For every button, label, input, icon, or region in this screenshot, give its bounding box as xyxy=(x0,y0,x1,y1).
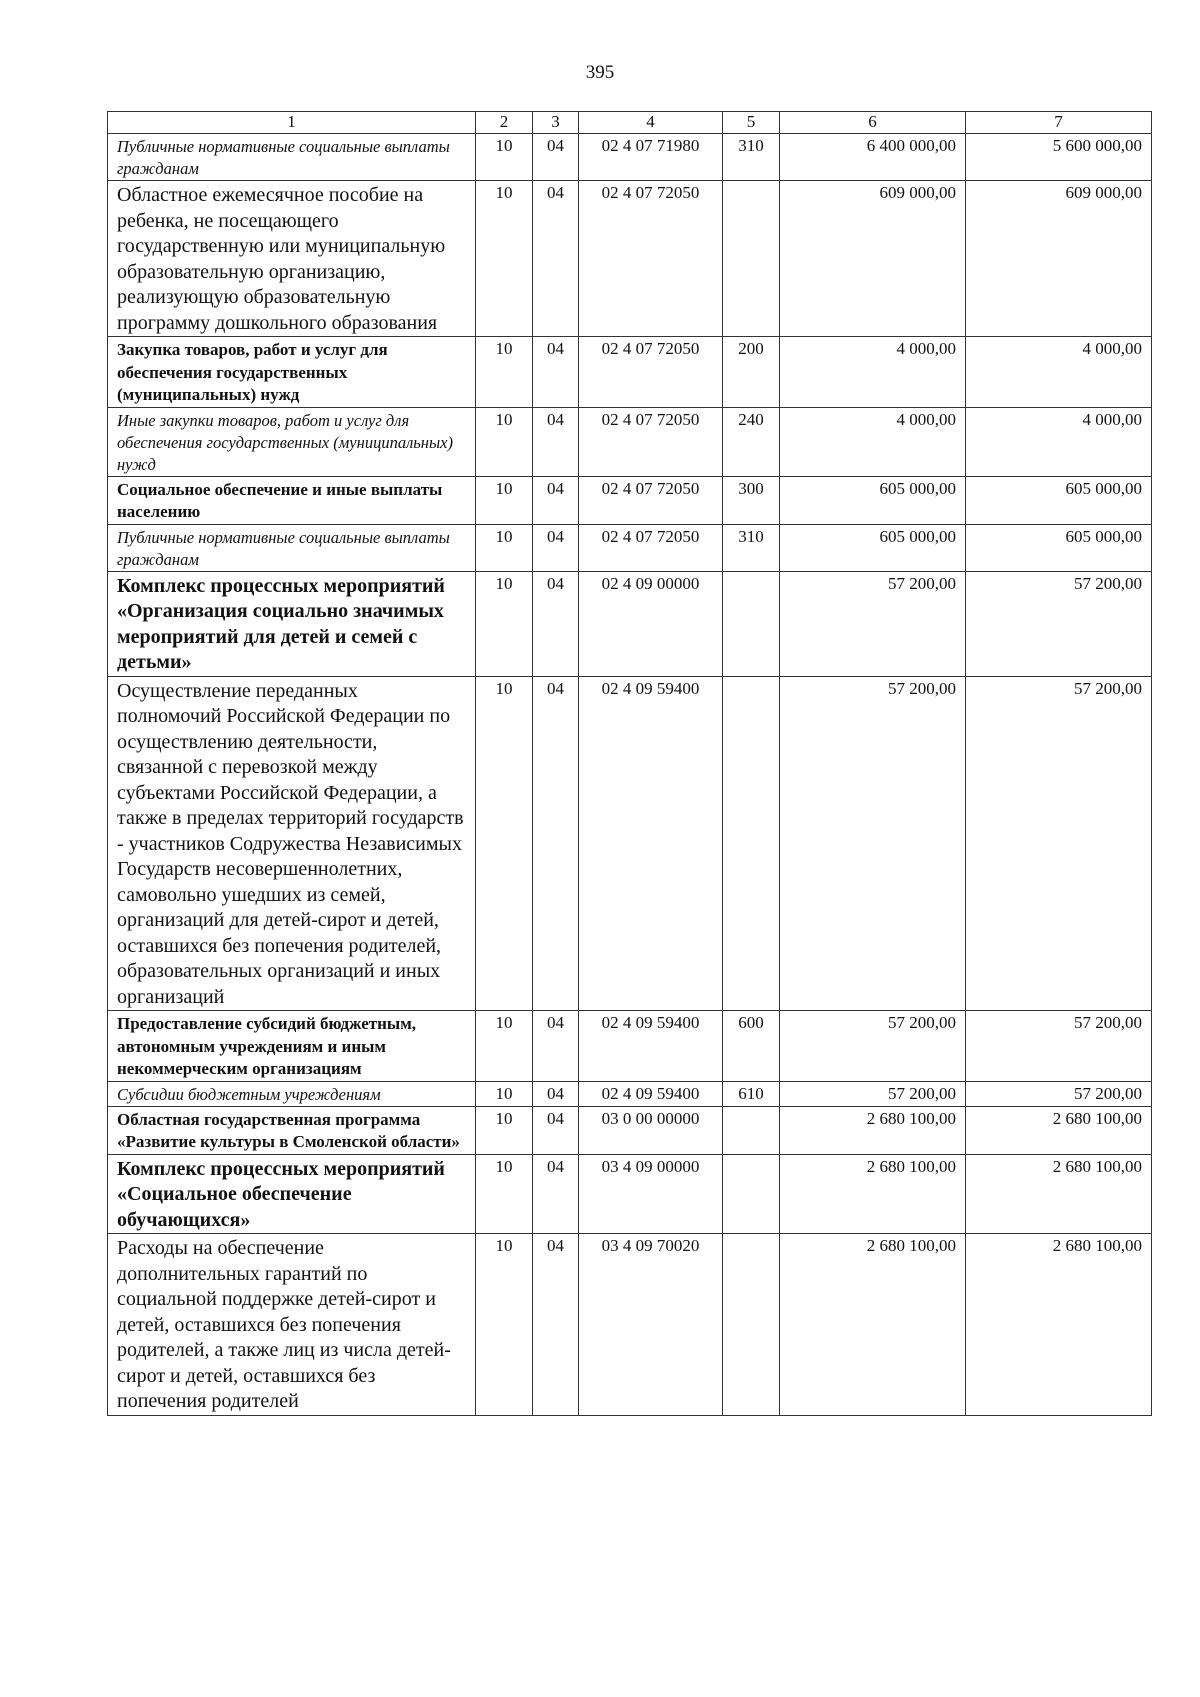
item-name-cell: Социальное обеспечение и иные выплаты населению xyxy=(108,476,476,524)
section-cell: 10 xyxy=(476,337,533,408)
expense-kind-cell: 240 xyxy=(723,407,780,476)
expense-kind-cell: 600 xyxy=(723,1011,780,1082)
column-number-row xyxy=(108,112,1152,134)
column-header: 5 xyxy=(723,112,780,134)
amount-year1-cell: 2 680 100,00 xyxy=(780,1154,966,1234)
table-row xyxy=(108,134,1152,181)
section-cell: 10 xyxy=(476,476,533,524)
target-code-cell: 02 4 07 72050 xyxy=(579,476,723,524)
target-code-cell: 03 0 00 00000 xyxy=(579,1106,723,1154)
target-code-cell: 02 4 09 00000 xyxy=(579,571,723,676)
target-code-cell: 02 4 07 72050 xyxy=(579,337,723,408)
amount-year2-cell: 5 600 000,00 xyxy=(966,134,1152,181)
table-row xyxy=(108,407,1152,476)
amount-year1-cell: 57 200,00 xyxy=(780,571,966,676)
target-code-cell: 02 4 09 59400 xyxy=(579,1011,723,1082)
item-name-cell: Областное ежемесячное пособие на ребенка, не посещающего государственную или муниципальную образовательную организацию, реализующую образовательную программу дошкольного образования xyxy=(108,181,476,337)
section-cell: 10 xyxy=(476,1081,533,1106)
target-code-cell: 02 4 07 72050 xyxy=(579,407,723,476)
table-row xyxy=(108,676,1152,1011)
column-header: 4 xyxy=(579,112,723,134)
subsection-cell: 04 xyxy=(533,134,579,181)
expense-kind-cell: 300 xyxy=(723,476,780,524)
subsection-cell: 04 xyxy=(533,337,579,408)
amount-year1-cell: 57 200,00 xyxy=(780,1081,966,1106)
amount-year2-cell: 57 200,00 xyxy=(966,1081,1152,1106)
item-name-cell: Иные закупки товаров, работ и услуг для обеспечения государственных (муниципальных) нужд xyxy=(108,407,476,476)
expense-kind-cell xyxy=(723,1106,780,1154)
subsection-cell: 04 xyxy=(533,1154,579,1234)
target-code-cell: 03 4 09 00000 xyxy=(579,1154,723,1234)
amount-year1-cell: 605 000,00 xyxy=(780,476,966,524)
budget-table xyxy=(107,111,1152,1416)
table-row xyxy=(108,337,1152,408)
item-name-cell: Публичные нормативные социальные выплаты гражданам xyxy=(108,134,476,181)
table-body xyxy=(108,134,1152,1416)
expense-kind-cell xyxy=(723,181,780,337)
item-name-cell: Комплекс процессных мероприятий «Организация социально значимых мероприятий для детей и семей с детьми» xyxy=(108,571,476,676)
amount-year1-cell: 4 000,00 xyxy=(780,337,966,408)
expense-kind-cell xyxy=(723,1234,780,1416)
section-cell: 10 xyxy=(476,1106,533,1154)
section-cell: 10 xyxy=(476,181,533,337)
amount-year2-cell: 4 000,00 xyxy=(966,407,1152,476)
column-header: 6 xyxy=(780,112,966,134)
section-cell: 10 xyxy=(476,676,533,1011)
expense-kind-cell xyxy=(723,1154,780,1234)
subsection-cell: 04 xyxy=(533,1011,579,1082)
column-header: 3 xyxy=(533,112,579,134)
amount-year2-cell: 609 000,00 xyxy=(966,181,1152,337)
amount-year1-cell: 57 200,00 xyxy=(780,676,966,1011)
section-cell: 10 xyxy=(476,571,533,676)
amount-year1-cell: 2 680 100,00 xyxy=(780,1234,966,1416)
target-code-cell: 03 4 09 70020 xyxy=(579,1234,723,1416)
subsection-cell: 04 xyxy=(533,676,579,1011)
item-name-cell: Закупка товаров, работ и услуг для обеспечения государственных (муниципальных) нужд xyxy=(108,337,476,408)
amount-year2-cell: 2 680 100,00 xyxy=(966,1106,1152,1154)
table-row xyxy=(108,1234,1152,1416)
table-row xyxy=(108,1081,1152,1106)
amount-year2-cell: 57 200,00 xyxy=(966,1011,1152,1082)
target-code-cell: 02 4 07 71980 xyxy=(579,134,723,181)
target-code-cell: 02 4 09 59400 xyxy=(579,1081,723,1106)
page-number: 395 xyxy=(585,62,615,83)
column-header: 2 xyxy=(476,112,533,134)
amount-year1-cell: 4 000,00 xyxy=(780,407,966,476)
table-row xyxy=(108,1106,1152,1154)
amount-year1-cell: 605 000,00 xyxy=(780,524,966,571)
amount-year2-cell: 605 000,00 xyxy=(966,476,1152,524)
target-code-cell: 02 4 07 72050 xyxy=(579,181,723,337)
item-name-cell: Комплекс процессных мероприятий «Социальное обеспечение обучающихся» xyxy=(108,1154,476,1234)
expense-kind-cell xyxy=(723,676,780,1011)
table-row xyxy=(108,1011,1152,1082)
section-cell: 10 xyxy=(476,407,533,476)
table-row xyxy=(108,476,1152,524)
amount-year2-cell: 57 200,00 xyxy=(966,571,1152,676)
item-name-cell: Осуществление переданных полномочий Российской Федерации по осуществлению деятельности, связанной с перевозкой между субъектами Российской Федерации, а также в пределах территорий государств - участников Содружества Независимых Государств несовершеннолетних, самовольно ушедших из семей, организаций для детей-сирот и детей, оставшихся без попечения родителей, образовательных организаций и иных организаций xyxy=(108,676,476,1011)
column-header: 1 xyxy=(108,112,476,134)
item-name-cell: Субсидии бюджетным учреждениям xyxy=(108,1081,476,1106)
table-row xyxy=(108,524,1152,571)
subsection-cell: 04 xyxy=(533,524,579,571)
amount-year2-cell: 57 200,00 xyxy=(966,676,1152,1011)
item-name-cell: Областная государственная программа «Развитие культуры в Смоленской области» xyxy=(108,1106,476,1154)
amount-year2-cell: 4 000,00 xyxy=(966,337,1152,408)
target-code-cell: 02 4 09 59400 xyxy=(579,676,723,1011)
subsection-cell: 04 xyxy=(533,407,579,476)
expense-kind-cell: 310 xyxy=(723,134,780,181)
section-cell: 10 xyxy=(476,524,533,571)
table-row xyxy=(108,1154,1152,1234)
subsection-cell: 04 xyxy=(533,1081,579,1106)
amount-year1-cell: 609 000,00 xyxy=(780,181,966,337)
column-header: 7 xyxy=(966,112,1152,134)
subsection-cell: 04 xyxy=(533,571,579,676)
table-row xyxy=(108,181,1152,337)
target-code-cell: 02 4 07 72050 xyxy=(579,524,723,571)
subsection-cell: 04 xyxy=(533,1234,579,1416)
item-name-cell: Расходы на обеспечение дополнительных гарантий по социальной поддержке детей-сирот и детей, оставшихся без попечения родителей, а также лиц из числа детей-сирот и детей, оставшихся без попечения родителей xyxy=(108,1234,476,1416)
amount-year1-cell: 57 200,00 xyxy=(780,1011,966,1082)
section-cell: 10 xyxy=(476,1011,533,1082)
amount-year2-cell: 2 680 100,00 xyxy=(966,1154,1152,1234)
subsection-cell: 04 xyxy=(533,476,579,524)
amount-year2-cell: 2 680 100,00 xyxy=(966,1234,1152,1416)
expense-kind-cell: 310 xyxy=(723,524,780,571)
amount-year1-cell: 6 400 000,00 xyxy=(780,134,966,181)
amount-year1-cell: 2 680 100,00 xyxy=(780,1106,966,1154)
expense-kind-cell xyxy=(723,571,780,676)
section-cell: 10 xyxy=(476,1154,533,1234)
item-name-cell: Предоставление субсидий бюджетным, автономным учреждениям и иным некоммерческим организациям xyxy=(108,1011,476,1082)
subsection-cell: 04 xyxy=(533,181,579,337)
amount-year2-cell: 605 000,00 xyxy=(966,524,1152,571)
item-name-cell: Публичные нормативные социальные выплаты гражданам xyxy=(108,524,476,571)
table-row xyxy=(108,571,1152,676)
subsection-cell: 04 xyxy=(533,1106,579,1154)
section-cell: 10 xyxy=(476,1234,533,1416)
expense-kind-cell: 610 xyxy=(723,1081,780,1106)
expense-kind-cell: 200 xyxy=(723,337,780,408)
section-cell: 10 xyxy=(476,134,533,181)
